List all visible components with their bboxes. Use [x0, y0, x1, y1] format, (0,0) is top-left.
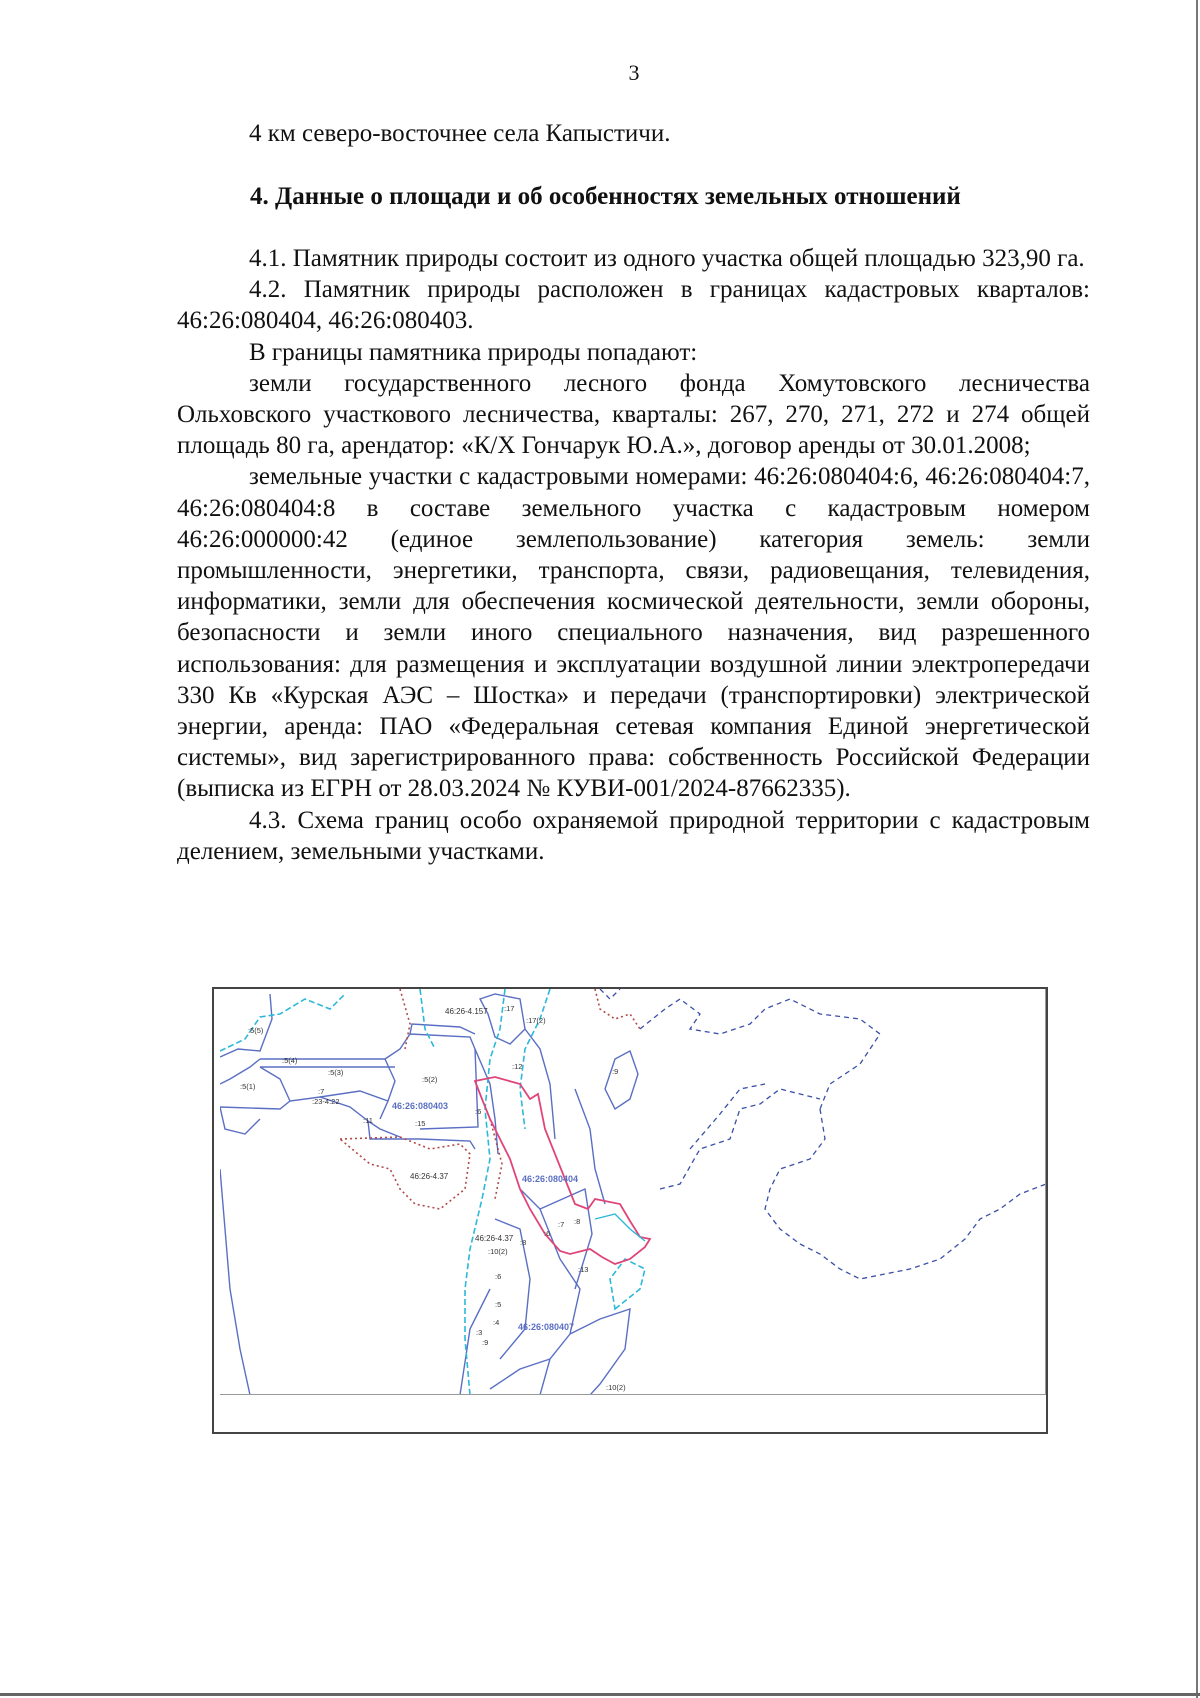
- parcel-label: :17(2): [526, 1016, 546, 1025]
- zone-label-437: 46:26-4.37: [410, 1172, 449, 1181]
- parcel-label: :6: [495, 1272, 502, 1281]
- body-text-block: [177, 243, 1090, 867]
- monument-boundary-cyan: [595, 1214, 645, 1241]
- cadastral-parcel-lines: [220, 994, 638, 1395]
- quarter-labels: [392, 1101, 581, 1332]
- forest-fund-lines: [220, 989, 645, 1395]
- paragraph-4-1: 4.1. Памятник природы состоит из одного участка общей площадью 323,90 га.: [249, 245, 1085, 272]
- section-heading: 4. Данные о площади и об особенностях земельных отношений: [250, 183, 961, 210]
- intro-paragraph: 4 км северо-восточнее села Капыстичи.: [249, 120, 671, 147]
- parcel-label: :6: [475, 1107, 482, 1116]
- parcel-label: :7: [558, 1220, 565, 1229]
- parcel-label: :5: [495, 1300, 502, 1309]
- parcel-label: :15: [415, 1119, 426, 1128]
- quarter-label-080407: 46:26:080407: [518, 1322, 575, 1332]
- parcel-label: :12: [512, 1062, 523, 1071]
- paragraph-forest-lands: земли государственного лесного фонда Хомутовского лесничества Ольховского участкового лесничества, кварталы: 267, 270, 271, 272 и 274 общей площадь 80 га, арендатор: «К/Х Гончарук Ю.А.», договор аренды от 30.01.2008;: [177, 369, 1090, 460]
- cadastral-map: [220, 989, 1046, 1395]
- parcel-label: :9: [482, 1338, 489, 1347]
- cadastral-map-frame: [212, 987, 1048, 1434]
- intro-text-block: [177, 118, 1090, 149]
- parcel-label: :8: [520, 1238, 527, 1247]
- paragraph-land-parcels: земельные участки с кадастровыми номерами: 46:26:080404:6, 46:26:080404:7, 46:26:080404:8 в составе земельного участка с кадастровым номером 46:26:000000:42 (единое землепользование) категория земель: земли промышленности, энергетики, транспорта, связи, радиовещания, телевидения, информатики, земли для обеспечения космической деятельности, земли обороны, безопасности и земли иного специального назначения, вид разрешенного использования: для размещения и эксплуатации воздушной линии электропередачи 330 Кв «Курская АЭС – Шостка» и передачи (транспортировки) электрической энергии, аренда: ПАО «Федеральная сетевая компания Единой энергетической системы», вид зарегистрированного права: собственность Российской Федерации (выписка из ЕГРН от 28.03.2024 № КУВИ-001/2024-87662335).: [177, 463, 1090, 803]
- paragraph-4-2: 4.2. Памятник природы расположен в границах кадастровых кварталов: 46:26:080404, 46:26:080403.: [177, 276, 1090, 335]
- zone-label-4157: 46:26-4.157: [445, 1007, 488, 1016]
- scan-edge-bottom: [0, 1693, 1200, 1696]
- parcel-label: :8: [574, 1217, 581, 1226]
- parcel-label: :23-4:22: [312, 1097, 340, 1106]
- parcel-label: :5(3): [328, 1068, 344, 1077]
- parcel-label: :11: [363, 1116, 373, 1125]
- parcel-label: :4: [493, 1318, 500, 1327]
- zone-dashed-lines: [600, 989, 1046, 1279]
- parcel-label: :5(2): [422, 1075, 438, 1084]
- parcel-label: :7: [318, 1087, 325, 1096]
- quarter-label-080404: 46:26:080404: [522, 1174, 579, 1184]
- quarter-label-080403: 46:26:080403: [392, 1101, 449, 1111]
- parcel-label: :10(2): [488, 1247, 508, 1256]
- parcel-label: :5(5): [248, 1026, 264, 1035]
- page-number: 3: [628, 60, 640, 85]
- paragraph-borders-intro: В границы памятника природы попадают:: [249, 338, 698, 366]
- parcel-labels: [240, 1004, 626, 1392]
- parcel-label: :3: [476, 1328, 483, 1337]
- parcel-label: :9: [612, 1067, 619, 1076]
- scan-edge-right: [1196, 0, 1198, 1698]
- parcel-label: :5(1): [240, 1082, 256, 1091]
- paragraph-4-3: 4.3. Схема границ особо охраняемой природной территории с кадастровым делением, земельными участками.: [177, 806, 1090, 865]
- zone-label-437b: 46:26-4.37: [475, 1234, 514, 1243]
- zone-labels: [410, 1007, 514, 1243]
- parcel-label: :17: [504, 1004, 515, 1013]
- parcel-label: :10(2): [606, 1383, 626, 1392]
- parcel-label: :6: [544, 1229, 551, 1238]
- parcel-label: :5(4): [282, 1056, 298, 1065]
- parcel-label: :13: [578, 1265, 589, 1274]
